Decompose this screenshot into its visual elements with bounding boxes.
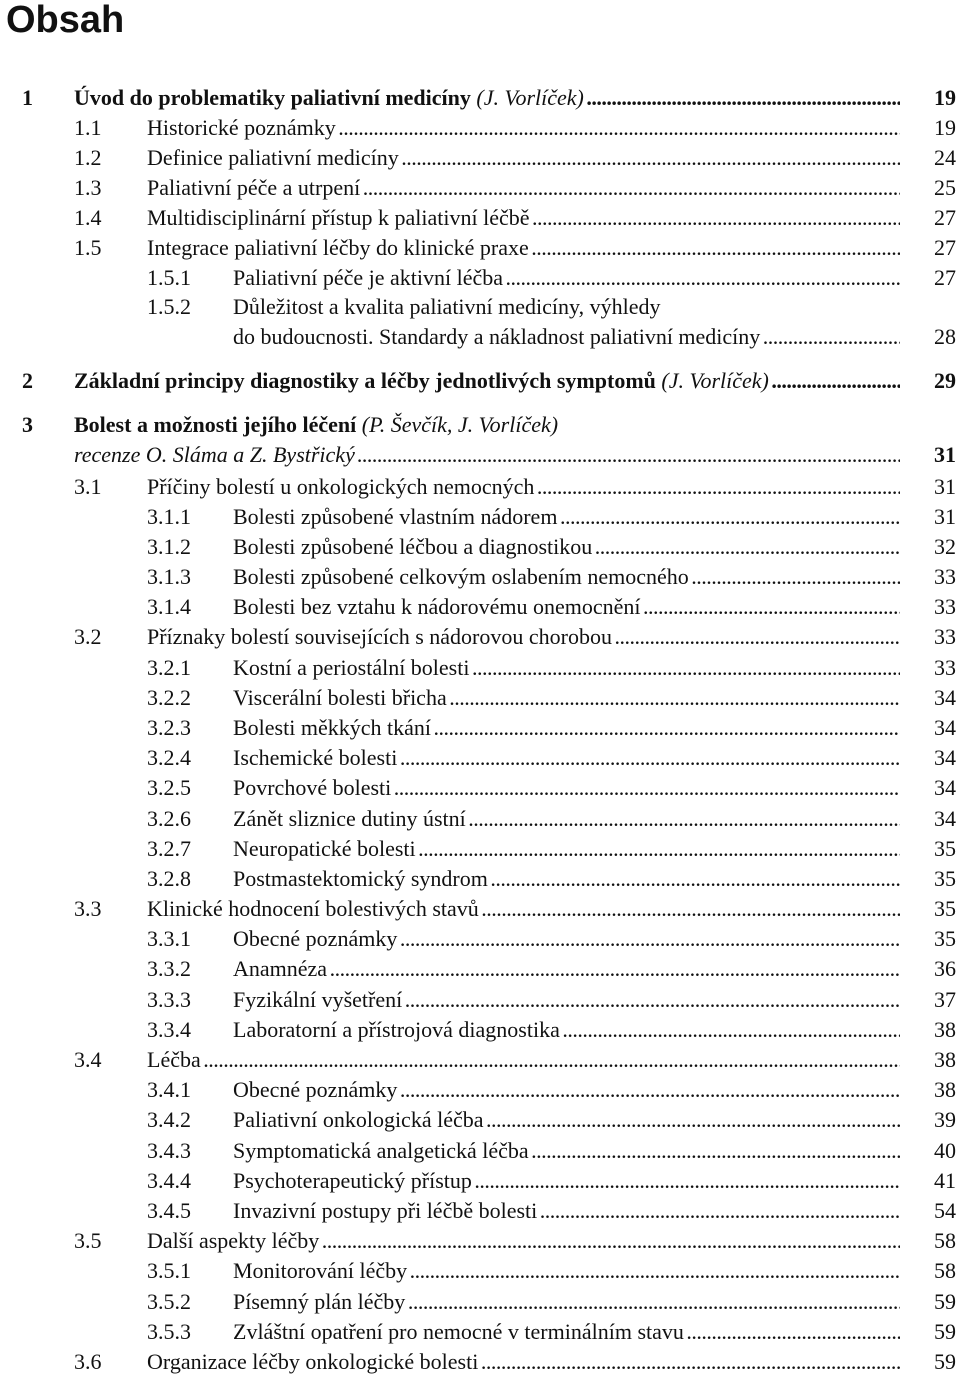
toc-title: Zánět sliznice dutiny ústní . . . xyxy=(233,804,900,834)
toc-number: 1.1 xyxy=(74,115,102,140)
toc-title: Příznaky bolestí souvisejících s nádorovou chorobou . . . xyxy=(147,622,900,652)
toc-subsection-3-4-2[interactable] xyxy=(147,1105,960,1135)
toc-number: 3 xyxy=(22,412,33,437)
toc-section-3-5[interactable] xyxy=(74,1226,960,1256)
toc-number: 3.5 xyxy=(74,1228,102,1253)
toc-page-number: 31 xyxy=(934,442,956,467)
toc-subsection-3-2-5[interactable] xyxy=(147,773,960,803)
toc-subsection-3-2-2[interactable] xyxy=(147,683,960,713)
toc-section-1-2[interactable] xyxy=(74,143,960,173)
toc-number: 1 xyxy=(22,85,33,110)
toc-author: (J. Vorlíček) xyxy=(470,85,584,110)
toc-page-number: 35 xyxy=(934,866,956,891)
toc-section-1-5[interactable] xyxy=(74,233,960,263)
toc-number: 3.3.4 xyxy=(147,1017,191,1042)
toc-page-number: 59 xyxy=(934,1319,956,1344)
toc-number: 3.1.4 xyxy=(147,594,191,619)
toc-page-number: 38 xyxy=(934,1047,956,1072)
toc-chapter-3[interactable] xyxy=(22,410,960,440)
toc-page-number: 33 xyxy=(934,655,956,680)
toc-section-1-1[interactable] xyxy=(74,113,960,143)
toc-title: Ischemické bolesti . . . xyxy=(233,743,900,773)
toc-title: Bolesti měkkých tkání . . . xyxy=(233,713,900,743)
toc-subsection-3-1-4[interactable] xyxy=(147,592,960,622)
toc-page-number: 58 xyxy=(934,1228,956,1253)
toc-section-3-2[interactable] xyxy=(74,622,960,652)
toc-title-line-1: Důležitost a kvalita paliativní medicíny, výhledy xyxy=(233,294,661,319)
toc-title: Příčiny bolestí u onkologických nemocných . . . xyxy=(147,472,900,502)
toc-number: 3.2.5 xyxy=(147,775,191,800)
toc-page-number: 39 xyxy=(934,1107,956,1132)
toc-title: Multidisciplinární přístup k paliativní léčbě . . . xyxy=(147,203,900,233)
toc-number: 1.5 xyxy=(74,235,102,260)
toc-page-number: 27 xyxy=(934,205,956,230)
toc-page-number: 32 xyxy=(934,534,956,559)
toc-title: Organizace léčby onkologické bolesti . . . xyxy=(147,1347,900,1377)
toc-page-number: 35 xyxy=(934,836,956,861)
toc-section-1-3[interactable] xyxy=(74,173,960,203)
toc-number: 3.4.5 xyxy=(147,1198,191,1223)
toc-number: 1.5.2 xyxy=(147,294,191,319)
toc-number: 3.4.4 xyxy=(147,1168,191,1193)
toc-page-number: 54 xyxy=(934,1198,956,1223)
toc-page-number: 19 xyxy=(934,85,956,110)
toc-number: 3.1.3 xyxy=(147,564,191,589)
toc-subsection-3-3-4[interactable] xyxy=(147,1015,960,1045)
toc-title-line-2: do budoucnosti. Standardy a nákladnost paliativní medicíny . . . xyxy=(233,322,900,352)
toc-title: Bolesti způsobené celkovým oslabením nemocného . . . xyxy=(233,562,900,592)
toc-number: 3.5.2 xyxy=(147,1289,191,1314)
toc-page-number: 34 xyxy=(934,715,956,740)
toc-subsection-1-5-1[interactable] xyxy=(147,263,960,293)
toc-title: Písemný plán léčby . . . xyxy=(233,1287,900,1317)
toc-subsection-3-2-4[interactable] xyxy=(147,743,960,773)
toc-page-number: 27 xyxy=(934,235,956,260)
toc-number: 3.3.2 xyxy=(147,956,191,981)
toc-number: 3.4.1 xyxy=(147,1077,191,1102)
toc-title: Invazivní postupy při léčbě bolesti . . . xyxy=(233,1196,900,1226)
toc-subsection-3-1-3[interactable] xyxy=(147,562,960,592)
toc-subsection-3-2-6[interactable] xyxy=(147,804,960,834)
toc-page-number: 41 xyxy=(934,1168,956,1193)
toc-subsection-1-5-2[interactable] xyxy=(147,292,960,322)
toc-section-3-6[interactable] xyxy=(74,1347,960,1377)
toc-section-3-1[interactable] xyxy=(74,472,960,502)
toc-subsection-3-4-3[interactable] xyxy=(147,1136,960,1166)
toc-subsection-3-5-2[interactable] xyxy=(147,1287,960,1317)
toc-number: 3.2.2 xyxy=(147,685,191,710)
toc-title: Paliativní péče je aktivní léčba . . . xyxy=(233,263,900,293)
toc-subsection-3-4-5[interactable] xyxy=(147,1196,960,1226)
toc-title: Bolesti způsobené vlastním nádorem . . . xyxy=(233,502,900,532)
toc-title: Fyzikální vyšetření . . . xyxy=(233,985,900,1015)
toc-chapter-1[interactable] xyxy=(22,83,960,113)
toc-title: Anamnéza . . . xyxy=(233,954,900,984)
toc-title: Základní principy diagnostiky a léčby jednotlivých symptomů (J. Vorlíček) . . . xyxy=(74,366,900,396)
toc-number: 1.5.1 xyxy=(147,265,191,290)
toc-number: 1.3 xyxy=(74,175,102,200)
toc-number: 3.1.2 xyxy=(147,534,191,559)
toc-number: 3.3 xyxy=(74,896,102,921)
toc-subsection-1-5-2-continued[interactable] xyxy=(147,322,960,352)
toc-title: Klinické hodnocení bolestivých stavů . . . xyxy=(147,894,900,924)
toc-title: Historické poznámky . . . xyxy=(147,113,900,143)
toc-number: 3.1.1 xyxy=(147,504,191,529)
toc-section-3-4[interactable] xyxy=(74,1045,960,1075)
toc-chapter-2[interactable] xyxy=(22,366,960,396)
toc-number: 3.2.8 xyxy=(147,866,191,891)
toc-page-number: 58 xyxy=(934,1258,956,1283)
toc-section-3-3[interactable] xyxy=(74,894,960,924)
toc-number: 3.5.3 xyxy=(147,1319,191,1344)
toc-page-number: 31 xyxy=(934,504,956,529)
toc-subsection-3-1-1[interactable] xyxy=(147,502,960,532)
toc-subsection-3-4-4[interactable] xyxy=(147,1166,960,1196)
toc-title: Úvod do problematiky paliativní medicíny (J. Vorlíček) . . . xyxy=(74,83,900,113)
toc-page-number: 27 xyxy=(934,265,956,290)
toc-title: Neuropatické bolesti . . . xyxy=(233,834,900,864)
toc-page-number: 35 xyxy=(934,896,956,921)
toc-subsection-3-1-2[interactable] xyxy=(147,532,960,562)
toc-page-number: 31 xyxy=(934,474,956,499)
toc-number: 3.2.3 xyxy=(147,715,191,740)
toc-title: Paliativní onkologická léčba . . . xyxy=(233,1105,900,1135)
toc-subsection-3-2-3[interactable] xyxy=(147,713,960,743)
toc-page-number: 37 xyxy=(934,987,956,1012)
toc-subsection-3-5-1[interactable] xyxy=(147,1256,960,1286)
toc-number: 3.2.6 xyxy=(147,806,191,831)
toc-number: 3.1 xyxy=(74,474,102,499)
toc-page-number: 25 xyxy=(934,175,956,200)
toc-title: Psychoterapeutický přístup . . . xyxy=(233,1166,900,1196)
toc-number: 1.4 xyxy=(74,205,102,230)
toc-title: Definice paliativní medicíny . . . xyxy=(147,143,900,173)
page-title: Obsah xyxy=(6,0,125,41)
toc-title: Symptomatická analgetická léčba . . . xyxy=(233,1136,900,1166)
toc-page-number: 29 xyxy=(934,368,956,393)
toc-number: 1.2 xyxy=(74,145,102,170)
toc-title: Kostní a periostální bolesti . . . xyxy=(233,653,900,683)
toc-title: Léčba . . . xyxy=(147,1045,900,1075)
toc-subsection-3-3-3[interactable] xyxy=(147,985,960,1015)
toc-title: Zvláštní opatření pro nemocné v terminálním stavu . . . xyxy=(233,1317,900,1347)
toc-title: Postmastektomický syndrom . . . xyxy=(233,864,900,894)
toc-subsection-3-2-8[interactable] xyxy=(147,864,960,894)
toc-author: (J. Vorlíček) xyxy=(655,368,769,393)
toc-page-number: 33 xyxy=(934,624,956,649)
toc-page-number: 59 xyxy=(934,1289,956,1314)
toc-number: 3.6 xyxy=(74,1349,102,1374)
toc-page-number: 38 xyxy=(934,1017,956,1042)
toc-title: Další aspekty léčby . . . xyxy=(147,1226,900,1256)
toc-number: 3.2 xyxy=(74,624,102,649)
toc-title: Monitorování léčby . . . xyxy=(233,1256,900,1286)
toc-page-number: 34 xyxy=(934,775,956,800)
toc-chapter-3-review[interactable] xyxy=(22,440,960,470)
toc-title: Bolest a možnosti jejího léčení (P. Ševčík, J. Vorlíček) xyxy=(74,412,559,437)
toc-title: Integrace paliativní léčby do klinické praxe . . . xyxy=(147,233,900,263)
toc-page-number: 59 xyxy=(934,1349,956,1374)
toc-title: Povrchové bolesti . . . xyxy=(233,773,900,803)
toc-page-number: 36 xyxy=(934,956,956,981)
toc-title: Obecné poznámky . . . xyxy=(233,1075,900,1105)
toc-title: Viscerální bolesti břicha . . . xyxy=(233,683,900,713)
toc-title: Bolesti bez vztahu k nádorovému onemocnění . . . xyxy=(233,592,900,622)
toc-number: 3.2.7 xyxy=(147,836,191,861)
toc-subsection-3-3-2[interactable] xyxy=(147,954,960,984)
toc-page-number: 19 xyxy=(934,115,956,140)
toc-subsection-3-4-1[interactable] xyxy=(147,1075,960,1105)
toc-page-number: 34 xyxy=(934,685,956,710)
toc-page-number: 24 xyxy=(934,145,956,170)
toc-page-number: 28 xyxy=(934,324,956,349)
toc-subsection-3-5-3[interactable] xyxy=(147,1317,960,1347)
toc-page-number: 34 xyxy=(934,806,956,831)
toc-reviewers: recenze O. Sláma a Z. Bystřický . . . xyxy=(74,440,900,470)
toc-page-number: 33 xyxy=(934,564,956,589)
toc-number: 3.4 xyxy=(74,1047,102,1072)
toc-title: Paliativní péče a utrpení . . . xyxy=(147,173,900,203)
toc-section-1-4[interactable] xyxy=(74,203,960,233)
toc-number: 3.2.1 xyxy=(147,655,191,680)
toc-page-number: 34 xyxy=(934,745,956,770)
toc-title: Bolesti způsobené léčbou a diagnostikou . . . xyxy=(233,532,900,562)
toc-page-number: 35 xyxy=(934,926,956,951)
toc-author: (P. Ševčík, J. Vorlíček) xyxy=(356,412,559,437)
toc-subsection-3-2-7[interactable] xyxy=(147,834,960,864)
toc-subsection-3-2-1[interactable] xyxy=(147,653,960,683)
toc-number: 3.4.2 xyxy=(147,1107,191,1132)
toc-page-number: 33 xyxy=(934,594,956,619)
toc-number: 3.5.1 xyxy=(147,1258,191,1283)
toc-number: 3.3.1 xyxy=(147,926,191,951)
toc-number: 3.2.4 xyxy=(147,745,191,770)
toc-page-number: 40 xyxy=(934,1138,956,1163)
toc-title: Laboratorní a přístrojová diagnostika . . . xyxy=(233,1015,900,1045)
toc-number: 2 xyxy=(22,368,33,393)
toc-number: 3.4.3 xyxy=(147,1138,191,1163)
toc-number: 3.3.3 xyxy=(147,987,191,1012)
toc-title: Obecné poznámky . . . xyxy=(233,924,900,954)
toc-page-number: 38 xyxy=(934,1077,956,1102)
toc-subsection-3-3-1[interactable] xyxy=(147,924,960,954)
